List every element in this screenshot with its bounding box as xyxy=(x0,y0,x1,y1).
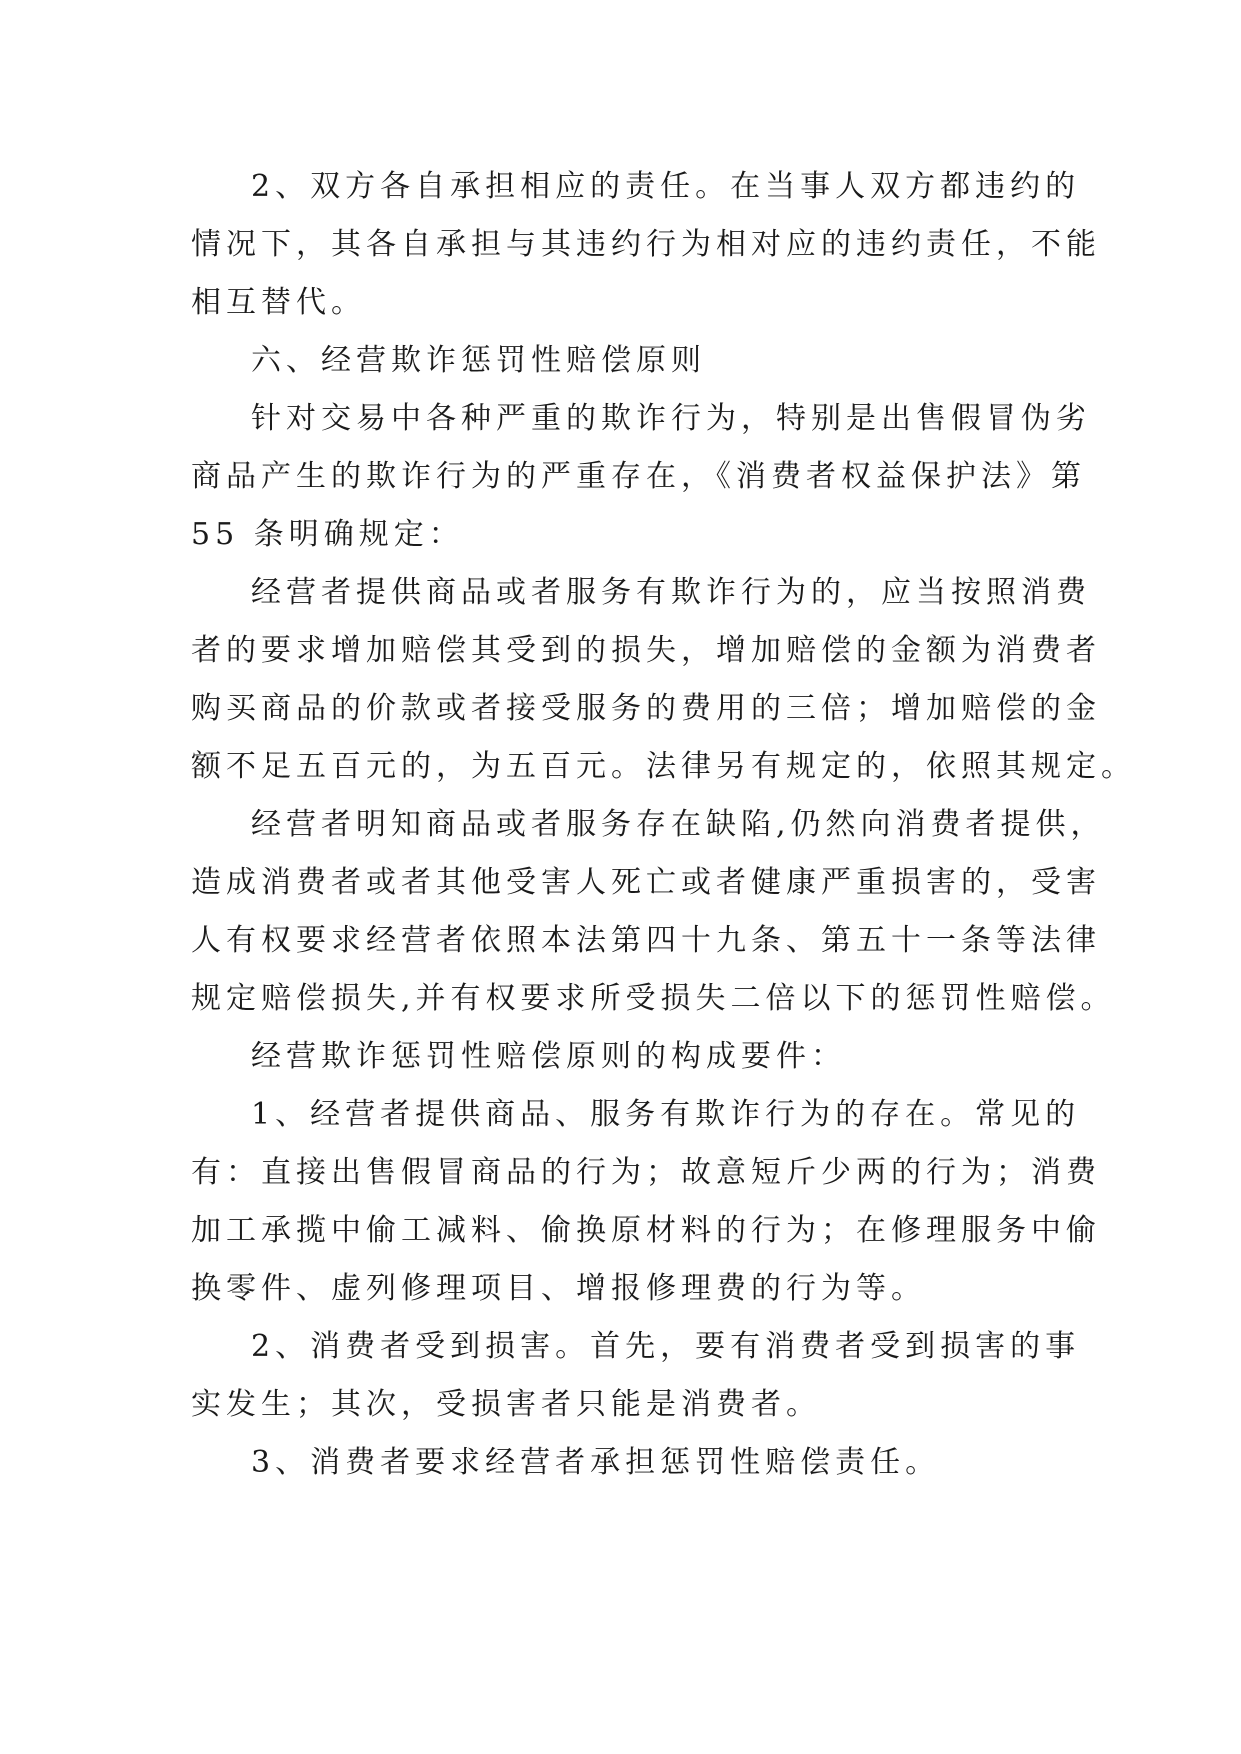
document-body xyxy=(191,158,1136,1492)
section-heading xyxy=(191,332,1053,390)
paragraph-defect-damages xyxy=(191,796,1116,1028)
text-line: 情况下，其各自承担与其违约行为相对应的违约责任，不能 xyxy=(191,227,1101,262)
text-line: 2、双方各自承担相应的责任。在当事人双方都违约的 xyxy=(251,169,1081,204)
text-line: 经营者提供商品或者服务有欺诈行为的，应当按照消费 xyxy=(251,575,1091,610)
text-line: 有：直接出售假冒商品的行为；故意短斤少两的行为；消费 xyxy=(191,1155,1101,1190)
paragraph-triple-compensation xyxy=(191,564,1136,796)
heading-text: 六、经营欺诈惩罚性赔偿原则 xyxy=(251,343,706,378)
text-line: 购买商品的价款或者接受服务的费用的三倍；增加赔偿的金 xyxy=(191,691,1101,726)
text-line: 实发生；其次，受损害者只能是消费者。 xyxy=(191,1387,821,1422)
text-line: 额不足五百元的，为五百元。法律另有规定的，依照其规定。 xyxy=(191,749,1136,784)
paragraph-elements-heading xyxy=(191,1028,1053,1086)
paragraph-element-2 xyxy=(191,1318,1081,1434)
text-line: 人有权要求经营者依照本法第四十九条、第五十一条等法律 xyxy=(191,923,1101,958)
text-line: 针对交易中各种严重的欺诈行为，特别是出售假冒伪劣 xyxy=(251,401,1091,436)
text-line: 换零件、虚列修理项目、增报修理费的行为等。 xyxy=(191,1271,926,1306)
paragraph-element-1 xyxy=(191,1086,1101,1318)
text-line: 经营欺诈惩罚性赔偿原则的构成要件： xyxy=(251,1039,846,1074)
text-line: 55 条明确规定： xyxy=(191,517,464,552)
paragraph-fraud-intro xyxy=(191,390,1091,564)
text-line: 相互替代。 xyxy=(191,285,366,320)
text-line: 造成消费者或者其他受害人死亡或者健康严重损害的，受害 xyxy=(191,865,1101,900)
text-line: 2、消费者受到损害。首先，要有消费者受到损害的事 xyxy=(251,1329,1081,1364)
text-line: 商品产生的欺诈行为的严重存在，《消费者权益保护法》第 xyxy=(191,459,1086,494)
text-line: 1、经营者提供商品、服务有欺诈行为的存在。常见的 xyxy=(251,1097,1081,1132)
text-line: 规定赔偿损失,并有权要求所受损失二倍以下的惩罚性赔偿。 xyxy=(191,981,1116,1016)
paragraph-mutual-liability xyxy=(191,158,1101,332)
text-line: 者的要求增加赔偿其受到的损失，增加赔偿的金额为消费者 xyxy=(191,633,1101,668)
paragraph-element-3 xyxy=(191,1434,1053,1492)
text-line: 经营者明知商品或者服务存在缺陷,仍然向消费者提供， xyxy=(251,807,1106,842)
text-line: 加工承揽中偷工减料、偷换原材料的行为；在修理服务中偷 xyxy=(191,1213,1101,1248)
text-line: 3、消费者要求经营者承担惩罚性赔偿责任。 xyxy=(251,1445,941,1480)
